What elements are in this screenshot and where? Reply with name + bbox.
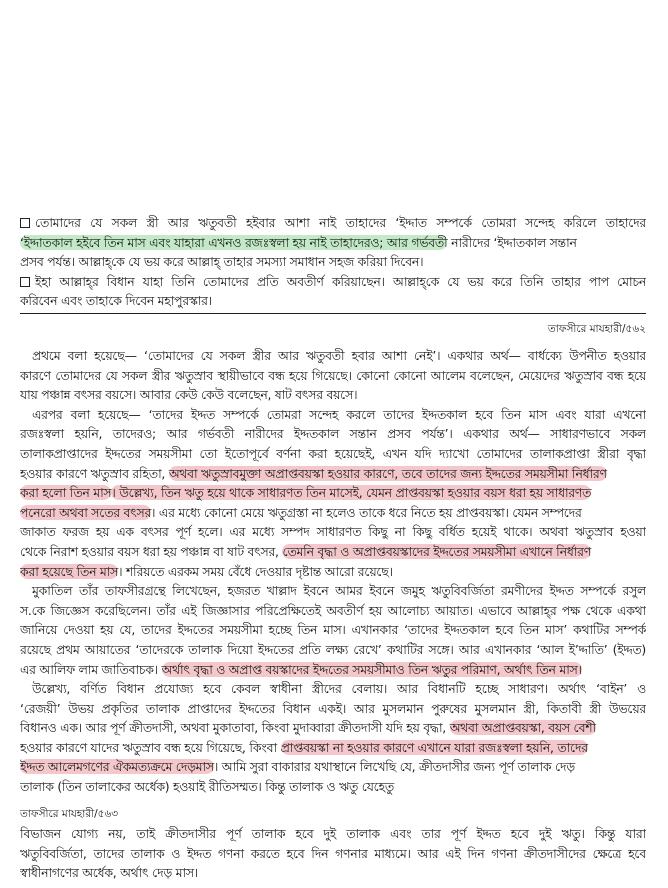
verse-line: তোমাদের যে সকল স্ত্রী আর ঋতুবতী হইবার আশা নাই তাহাদের ‘ইদ্দাত সম্পর্কে তোমরা সন্দেহ করিলে তাহাদের: [20, 213, 646, 233]
body-line: কারণে তোমাদের যে সকল স্ত্রীর ঋতুস্রাব স্থায়ীভাবে বন্ধ হয়ে গিয়েছে। কোনো কোনো আলেম বলেছেন, মেয়েদের ঋতুস্রাব বন্ধ হয়ে: [20, 367, 646, 383]
body-line: যায় পঞ্চান্ন বৎসর বয়সে। আবার কেউ কেউ বলেছেন, ষাট বৎসর বয়সে।: [20, 387, 358, 403]
verse-line: প্রসব পর্যন্ত। আল্লাহ্‌কে যে ভয় করে আল্লাহ্‌ তাহার সমস্যা সমাধান সহজ করিয়া দিবেন।: [20, 254, 424, 270]
green-highlight: ‘ইদ্দাতকাল হইবে তিন মাস এবং যাহারা এখনও রজঃস্বলা হয় নাই তাহাদেরও; আর গর্ভবতী: [20, 234, 448, 250]
red-highlight: করা হলো তিন মাস: [20, 485, 112, 501]
body-line: করা হয়েছে তিন মাস। শরিয়তে এরকম সময় বেঁধে দেওয়ার দৃষ্টান্ত আরো রয়েছে।: [20, 563, 393, 579]
checkbox-icon: [20, 218, 30, 228]
body-line: স.কে জিজ্ঞেস করেছিলেন। তাঁর এই জিজ্ঞাসার পরিপ্রেক্ষিতেই অবতীর্ণ হয় আলোচ্য আয়াত। এভাবে আল্লাহ্‌র পক্ষ থেকে একথা: [20, 602, 646, 618]
red-highlight: অথবা ঋতুস্রাবমুক্তা অপ্রাপ্তবয়স্কা হওয়ার কারণে, তবে তাদের জন্য ইদ্দতের সময়সীমা নির্ধারণ: [168, 465, 607, 481]
red-highlight: প্রাপ্তবয়স্কা না হওয়ার কারণে এখানে যারা রজঃস্বলা হয়নি, তাদের: [280, 739, 588, 755]
page-reference: তাফসীরে মাযহারী/৫৬২: [547, 323, 646, 335]
body-line: পনেরো অথবা সতের বৎসর। এর মধ্যে কোনো মেয়ে ঋতুগ্রস্তা না হলেও তাকে ধরে নিতে হয় প্রাপ্তবয়স্কা। যেমন সম্পদের: [20, 504, 582, 520]
checkbox-icon: [20, 277, 30, 287]
body-line: বিধানও এক। আর পূর্ণ ক্রীতদাসী, অথবা মুকাতাবা, কিংবা মুদাব্বারা ক্রীতদাসী যদি হয় বৃদ্ধা, অথবা অপ্রাপ্তবয়স্কা, বয়স বেশী: [20, 720, 596, 736]
red-highlight: পনেরো অথবা সতের বৎসর: [20, 504, 152, 520]
red-highlight: ইদ্দত আলেমগণের ঐকমত্যক্রমে দেড়মাস: [20, 759, 214, 775]
verse-section: [20, 213, 646, 311]
body-line: জাকাত ফরজ হয় এক বৎসর পূর্ণ হলে। এর মধ্যে সম্পদ সাধারণত কিছু না কিছু বর্ধিত হয়েই থাকে। অথবা ঋতুস্রাব হওয়া: [20, 524, 646, 540]
divider-line: [20, 313, 646, 314]
body-line: জানিয়ে দেওয়া হয় যে, তাদের ইদ্দতের সময়সীমা হচ্ছে তিন মাস। এখানকার ‘তাদের ইদ্দতকাল হবে তিন মাস’ কথাটির সম্পর্ক: [20, 622, 646, 638]
body-line: বিভাজন যোগ্য নয়, তাই ক্রীতদাসীর পূর্ণ তালাক হবে দুই তালাক এবং তার পূর্ণ ইদ্দত হবে দুই ঋতু। কিন্তু যারা: [20, 826, 646, 841]
body-line: উল্লেখ্য, বর্ণিত বিধান প্রযোজ্য হবে কেবল স্বাধীনা স্ত্রীদের বেলায়। আর বিধানটি হচ্ছে সাধারণ। অর্থাৎ ‘বাইন’ ও: [32, 681, 646, 697]
red-highlight: করা হয়েছে তিন মাস: [20, 563, 119, 579]
red-highlight: অথবা অপ্রাপ্তবয়স্কা, বয়স বেশী: [449, 720, 596, 736]
verse-line: ‘ইদ্দাতকাল হইবে তিন মাস এবং যাহারা এখনও রজঃস্বলা হয় নাই তাহাদেরও; আর গর্ভবতী নারীদের ‘ইদ্দাতকাল সন্তান: [20, 234, 577, 250]
red-highlight: । উল্লেখ্য, তিন ঋতু হয়ে থাকে সাধারণত তিন মাসেই, যেমন প্রাপ্তবয়স্কা হওয়ার বয়স ধরা হয় সাধারণত: [111, 485, 592, 501]
body-line: স্বাধীনাগণের অর্ধেক, অর্থাৎ দেড় মাস।: [20, 865, 198, 881]
verse-line: করিবেন এবং তাহাকে দিবেন মহাপুরস্কার।: [20, 293, 212, 309]
body-line: মুকাতিল তাঁর তাফসীরগ্রন্থে লিখেছেন, হজরত খাল্লাদ ইবনে আমর ইবনে জমুহ ঋতুবিবর্জিতা রমণীদের ইদ্দত সম্পর্কে রসুল: [32, 583, 646, 599]
body-line: [20, 483, 646, 503]
body-line: এরপর বলা হয়েছে— ‘তাদের ইদ্দত সম্পর্কে তোমরা সন্দেহ করলে তাদের ইদ্দতকাল হবে তিন মাস এবং যারা এখনো: [32, 406, 646, 422]
commentary-body: [20, 346, 646, 797]
body-line: রয়েছে প্রথম আয়াতের ‘তাদেরকে তালাক দিয়ো ইদ্দতের প্রতি লক্ষ্য রেখে’ কথাটির সঙ্গে। আর এখানকার ‘আল ই’দ্দাতি’ (ইদ্দত): [20, 641, 646, 657]
body-line: প্রথমে বলা হয়েছে— ‘তোমাদের যে সকল স্ত্রীর আর ঋতুবতী হবার আশা নেই’। একথার অর্থ— বার্ধক্যে উপনীত হওয়ার: [32, 348, 646, 363]
verse-line: ইহা আল্লাহ্‌র বিধান যাহা তিনি তোমাদের প্রতি অবতীর্ণ করিয়াছেন। আল্লাহ্‌কে যে ভয় করে তিনি তাহার পাপ মোচন: [20, 272, 646, 292]
red-highlight: তেমনি বৃদ্ধা ও অপ্রাপ্তবয়স্কাদের ইদ্দতের সময়সীমা এখানে নির্ধারণ: [282, 543, 591, 559]
body-line: হওয়ার কারণে যাদের ঋতুস্রাব বন্ধ হয়ে গিয়েছে, কিংবা প্রাপ্তবয়স্কা না হওয়ার কারণে এখানে যারা রজঃস্বলা হয়নি, তাদের: [20, 739, 588, 755]
body-line: এর আলিফ লাম জাতিবাচক। অর্থাৎ বৃদ্ধা ও অপ্রাপ্ত বয়স্কাদের ইদ্দতের সময়সীমাও তিন ঋতুর পরিমাণ, অর্থাৎ তিন মাস।: [20, 661, 582, 677]
body-line: ‘রেজয়ী’ উভয় প্রকৃতির তালাক প্রাপ্তাদের ইদ্দতের বিধান একই। আর মুসলমান পুরুষের মুসলমান স্ত্রী, কিতাবী স্ত্রী উভয়ের: [20, 700, 646, 716]
body-line: হওয়ার কারণে ঋতুস্রাব রহিতা, অথবা ঋতুস্রাবমুক্তা অপ্রাপ্তবয়স্কা হওয়ার কারণে, তবে তাদের জন্য ইদ্দতের সময়সীমা নির্ধারণ: [20, 465, 607, 481]
body-line: তালাক (তিন তালাকের অর্ধেক) হওয়াই রীতিসম্মত। কিন্তু তালাক ও ঋতু যেহেতু: [20, 779, 394, 795]
body-line: ঋতুবিবর্জিতা, তাদের তালাক ও ইদ্দত গণনা করতে হবে দিন গণনার মাধ্যমে। আর এই দিন গণনা ক্রীতদাসীদের ক্ষেত্রে হবে: [20, 845, 646, 861]
body-line: ইদ্দত আলেমগণের ঐকমত্যক্রমে দেড়মাস। আমি সুরা বাকারার যথাস্থানে লিখেছি যে, ক্রীতদাসীর জন্য পূর্ণ তালাক দেড়: [20, 759, 575, 775]
body-line: রজঃস্বলা হয়নি, তাদেরও; আর গর্ভবতী নারীদের ইদ্দতকাল সন্তান প্রসব পর্যন্ত’। একথার অর্থ— সাধারণভাবে সকল: [20, 426, 646, 442]
body-line: তালাকপ্রাপ্তাদের ইদ্দতের সময়সীমা তো ইতোপূর্বে বর্ণনা করা হয়েছেই, এখন যদি দ্যাখো তোমাদের তালাকপ্রাপ্তা স্ত্রীরা বৃদ্ধা: [20, 445, 646, 461]
page-reference: তাফসীরে মাযহারী/৫৬৩: [20, 808, 119, 820]
body-line: থেকে নিরাশ হওয়ার বয়স ধরা হয় পঞ্চান্ন বা ষাট বৎসর, তেমনি বৃদ্ধা ও অপ্রাপ্তবয়স্কাদের ইদ্দতের সময়সীমা এখানে নির্ধারণ: [20, 543, 591, 559]
red-highlight: অর্থাৎ বৃদ্ধা ও অপ্রাপ্ত বয়স্কাদের ইদ্দতের সময়সীমাও তিন ঋতুর পরিমাণ, অর্থাৎ তিন মাস।: [161, 661, 582, 677]
commentary-continuation: [20, 824, 646, 883]
